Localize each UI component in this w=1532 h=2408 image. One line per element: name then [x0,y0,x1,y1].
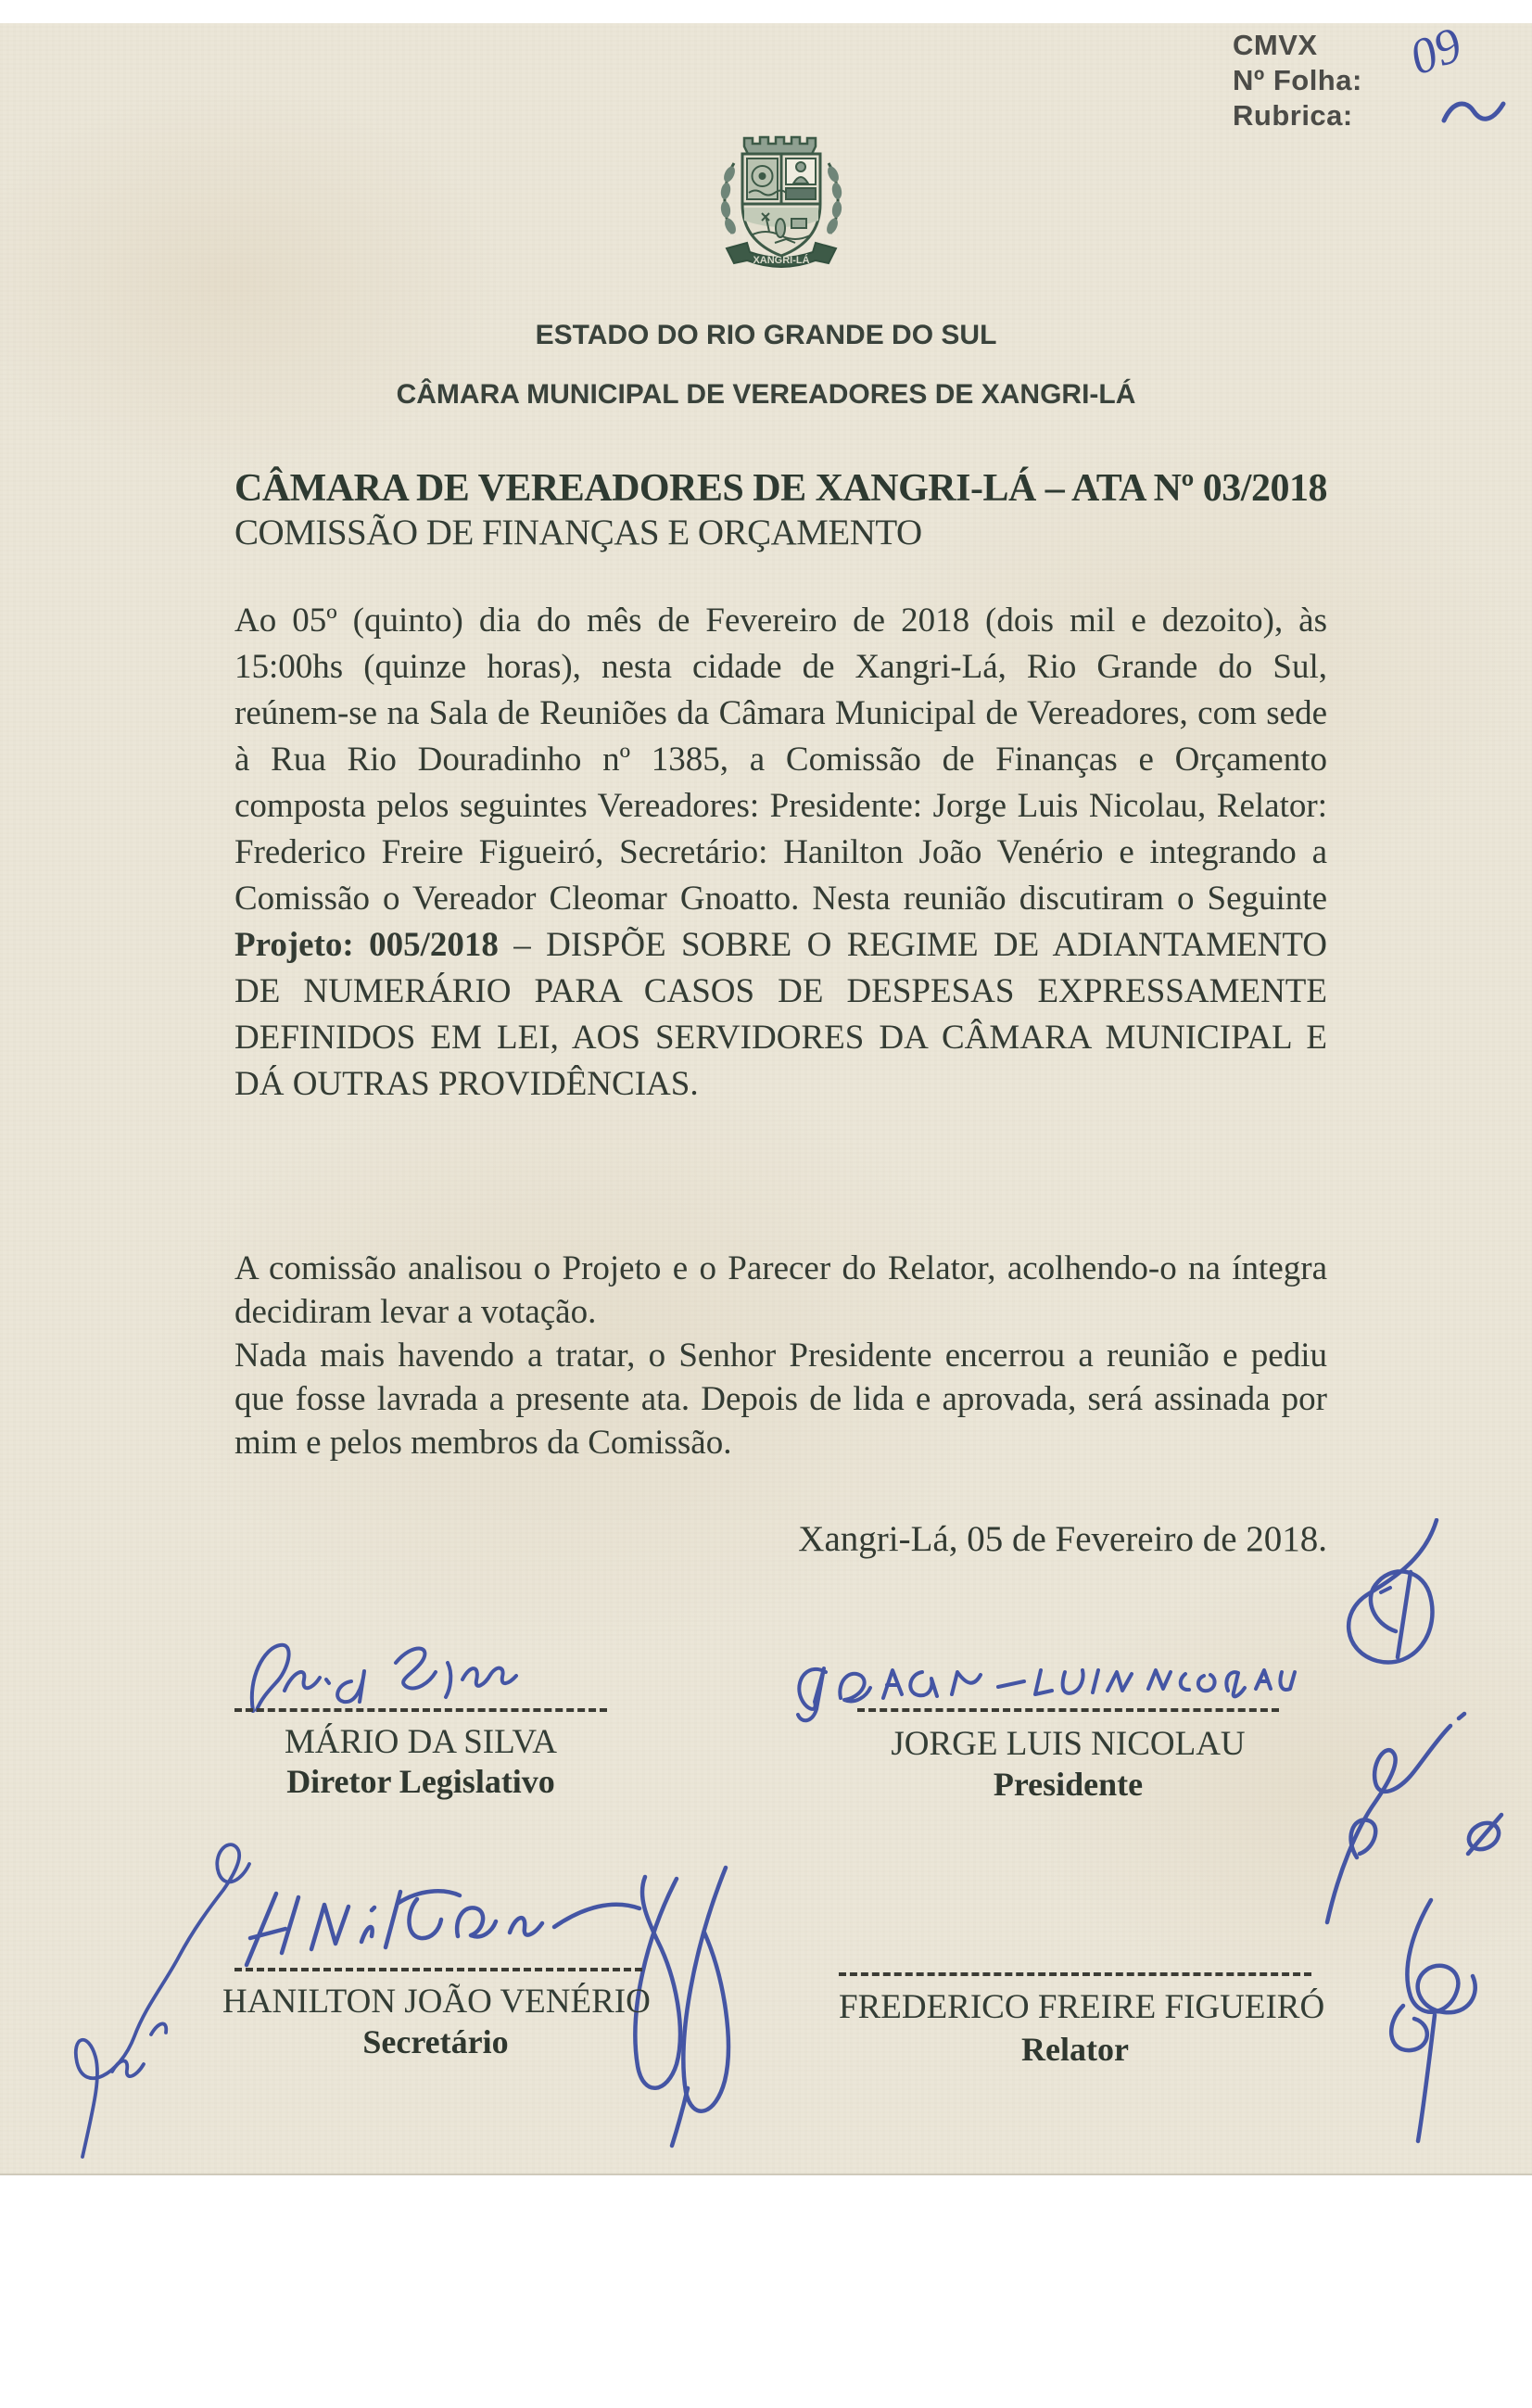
paragraph-text-upper: – DISPÕE SOBRE O REGIME DE ADIANTAMENTO DE NUMERÁRIO PARA CASOS DE DESPESAS EXPRESSAMENTE DEFINIDOS EM LEI, AOS SERVIDORES DA CÂMARA MUNICIPAL E DÁ OUTRAS PROVIDÊNCIAS. [234,926,1327,1103]
registry-stamp [1233,28,1362,133]
closing-paragraph-1: A comissão analisou o Projeto e o Parecer do Relator, acolhendo-o na íntegra decidiram levar a votação. [234,1249,1327,1331]
signature-jorge-handwritten [792,1637,1298,1730]
minutes-paragraph-main [234,598,1327,1108]
handwritten-rubrica-mark [1437,89,1511,135]
stamp-rubrica-label: Rubrica: [1233,99,1353,132]
signature-line-mario [234,1708,607,1712]
signatory-role-frederico: Relator [1021,2031,1129,2068]
minutes-closing-block [234,1247,1327,1464]
signatory-name-hanilton: HANILTON JOÃO VENÉRIO [222,1983,651,2021]
project-number-bold: Projeto: 005/2018 [234,926,499,964]
date-line: Xangri-Lá, 05 de Fevereiro de 2018. [798,1519,1327,1559]
signature-line-jorge [857,1708,1279,1712]
handwritten-folha-number: 09 [1402,16,1469,86]
signatory-name-jorge: JORGE LUIS NICOLAU [891,1725,1246,1763]
signatory-name-mario: MÁRIO DA SILVA [284,1723,557,1761]
margin-signature-flourish-top [1318,1518,1480,1708]
paragraph-text: Ao 05º (quinto) dia do mês de Fevereiro de 2018 (dois mil e dezoito), às 15:00hs (quinze horas), nesta cidade de Xangri-Lá, Rio Grande do Sul, reúnem-se na Sala de Reuniões da Câmara Municipal de Vereadores, com sede à Rua Rio Douradinho nº 1385, a Comissão de Finanças e Orçamento composta pelos seguintes Vereadores: Presidente: Jorge Luis Nicolau, Relator: Frederico Freire Figueiró, Secretário: Hanilton João Venério e integrando a Comissão o Vereador Cleomar Gnoatto. Nesta reunião discutiram o Seguinte [234,602,1327,918]
signature-line-hanilton [234,1968,642,1971]
closing-paragraph-2: Nada mais havendo a tratar, o Senhor Presidente encerrou a reunião e pediu que fosse lavrada a presente ata. Depois de lida e aprovada, será assinada por mim e pelos membros da Comissão. [234,1337,1327,1462]
signatory-role-jorge: Presidente [993,1766,1144,1803]
margin-mark-slashed-circle [1455,1804,1513,1863]
signatory-name-frederico: FREDERICO FREIRE FIGUEIRÓ [839,1988,1325,2026]
stamp-folha-label: Nº Folha: [1233,64,1362,96]
signature-line-frederico [839,1972,1311,1976]
margin-signature-left-diagonal [51,1793,264,2164]
signature-mario-handwritten [236,1624,561,1721]
document-title: CÂMARA DE VEREADORES DE XANGRI-LÁ – ATA Nº 03/2018 [234,467,1327,510]
signatory-role-mario: Diretor Legislativo [286,1763,555,1800]
margin-signature-swirl-bottom [1346,1893,1499,2152]
signatory-role-hanilton: Secretário [362,2023,509,2060]
letterhead-state-line: ESTADO DO RIO GRANDE DO SUL [535,320,997,350]
committee-subtitle: COMISSÃO DE FINANÇAS E ORÇAMENTO [234,513,922,552]
coat-of-arms-icon [714,126,849,274]
coat-of-arms-banner-text: XANGRI-LÁ [753,255,810,266]
letterhead-chamber-line: CÂMARA MUNICIPAL DE VEREADORES DE XANGRI-LÁ [396,379,1136,410]
stamp-org: CMVX [1233,29,1318,61]
